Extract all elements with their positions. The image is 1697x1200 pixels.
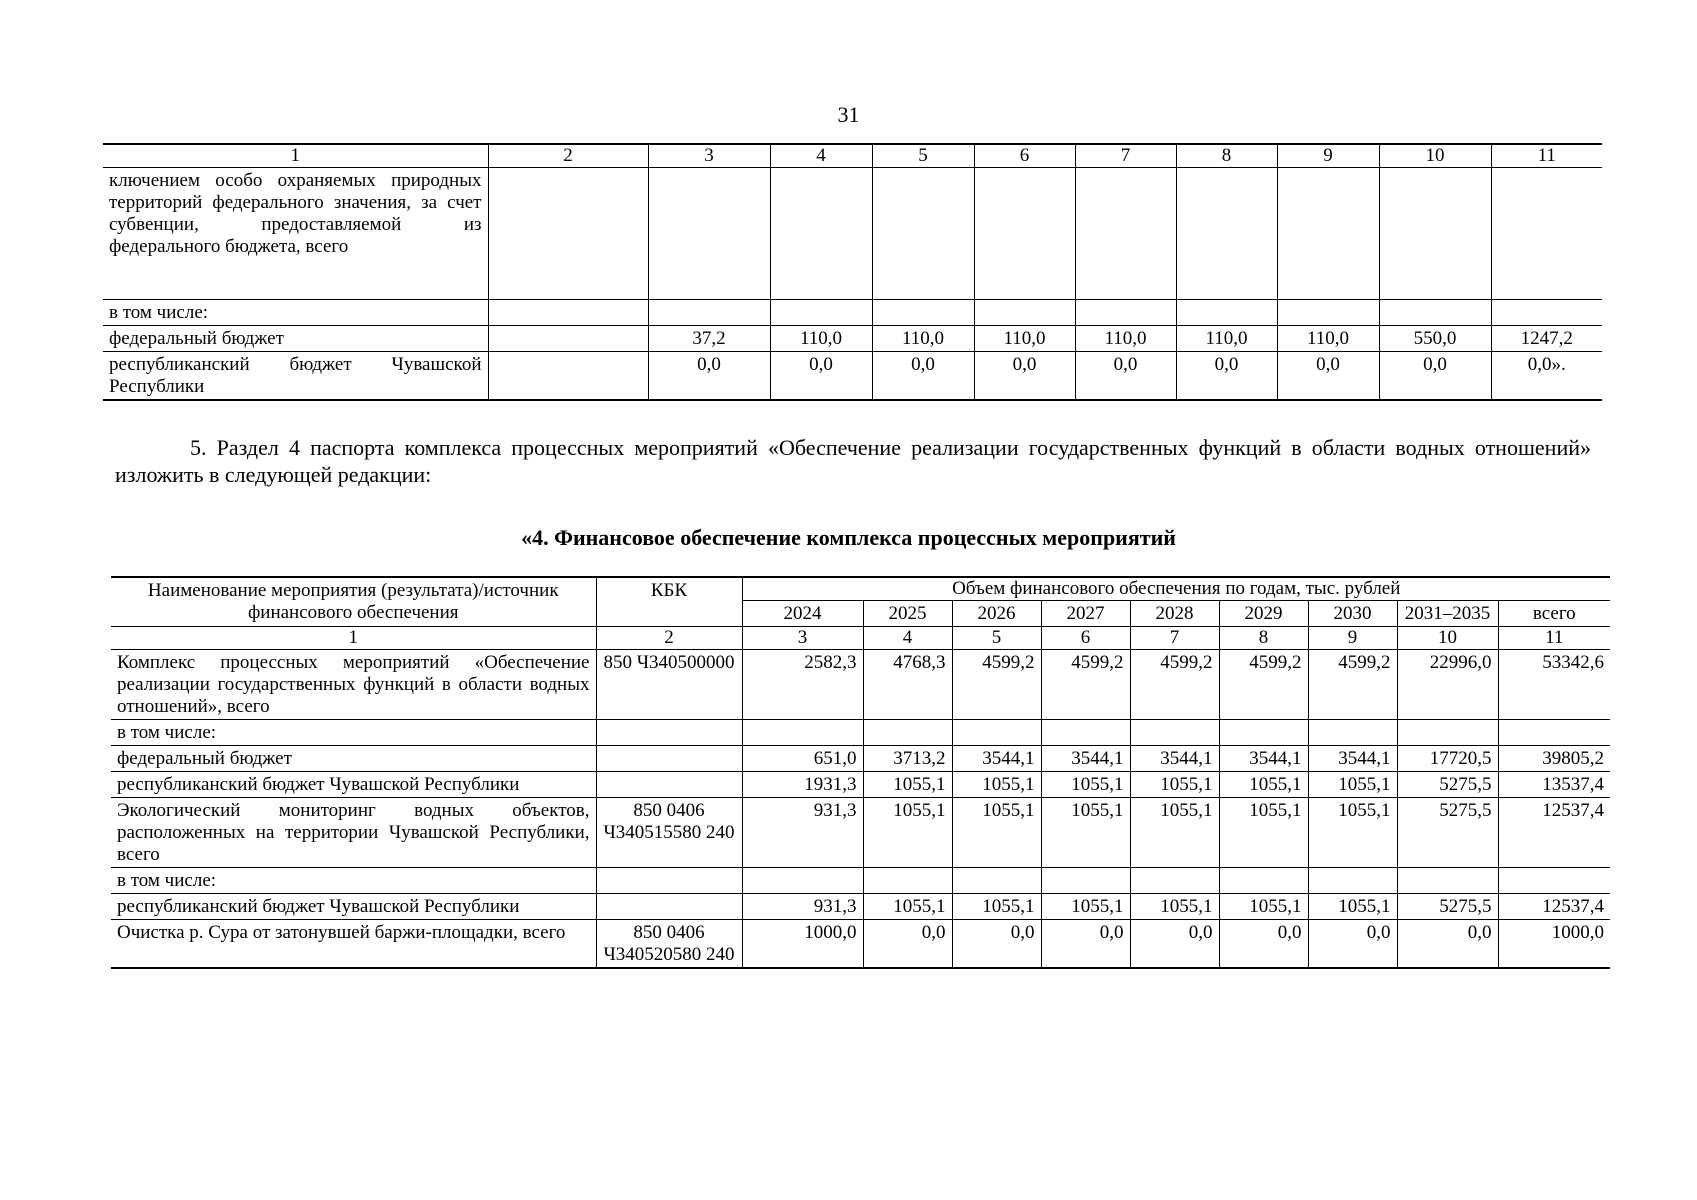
value-cell: 1055,1 — [1041, 798, 1130, 868]
row-name: федеральный бюджет — [103, 326, 488, 352]
value-cell: 1055,1 — [952, 894, 1041, 920]
value-cell: 110,0 — [1075, 326, 1176, 352]
column-number: 8 — [1219, 627, 1308, 650]
value-cell: 1055,1 — [1308, 894, 1397, 920]
column-number: 11 — [1498, 627, 1610, 650]
kbk-cell — [596, 868, 742, 894]
header-name-column: Наименование мероприятия (результата)/источник финансового обеспечения — [111, 577, 596, 627]
value-cell: 2582,3 — [742, 650, 863, 720]
value-cell: 3544,1 — [1130, 746, 1219, 772]
table-cell — [872, 168, 974, 300]
value-cell: 5275,5 — [1397, 798, 1498, 868]
table-cell — [1277, 168, 1379, 300]
row-name: Очистка р. Сура от затонувшей баржи-площадки, всего — [111, 920, 596, 969]
value-cell: 0,0 — [1075, 352, 1176, 401]
column-number: 10 — [1379, 144, 1491, 168]
table-cell — [770, 300, 872, 326]
value-cell: 5275,5 — [1397, 894, 1498, 920]
value-cell: 3544,1 — [1041, 746, 1130, 772]
value-cell: 0,0 — [1379, 352, 1491, 401]
table-cell — [648, 168, 770, 300]
kbk-cell: 850 Ч340500000 — [596, 650, 742, 720]
column-number: 6 — [1041, 627, 1130, 650]
column-number: 7 — [1130, 627, 1219, 650]
value-cell: 0,0 — [952, 920, 1041, 969]
value-cell: 1055,1 — [952, 772, 1041, 798]
financing-table-body — [111, 577, 1610, 968]
value-cell: 1055,1 — [1130, 798, 1219, 868]
header-year: 2030 — [1308, 601, 1397, 627]
table-cell — [1075, 168, 1176, 300]
column-number: 1 — [111, 627, 596, 650]
header-year: 2029 — [1219, 601, 1308, 627]
column-number: 8 — [1176, 144, 1277, 168]
value-cell: 0,0 — [1041, 920, 1130, 969]
column-number: 2 — [596, 627, 742, 650]
row-name: республиканский бюджет Чувашской Республики — [103, 352, 488, 401]
value-cell: 0,0 — [1219, 920, 1308, 969]
column-number-row — [111, 627, 1610, 650]
table-row — [111, 746, 1610, 772]
header-year: 2026 — [952, 601, 1041, 627]
column-number: 10 — [1397, 627, 1498, 650]
value-cell: 4599,2 — [952, 650, 1041, 720]
value-cell: 0,0 — [1176, 352, 1277, 401]
row-name: в том числе: — [111, 868, 596, 894]
value-cell: 1000,0 — [1498, 920, 1610, 969]
table-cell — [1379, 168, 1491, 300]
value-cell: 4599,2 — [1041, 650, 1130, 720]
value-cell: 37,2 — [648, 326, 770, 352]
value-cell — [742, 868, 863, 894]
page-number: 31 — [837, 102, 860, 127]
table-cell — [974, 168, 1075, 300]
table-row — [111, 798, 1610, 868]
column-number: 9 — [1308, 627, 1397, 650]
kbk-cell: 850 0406 Ч340515580 240 — [596, 798, 742, 868]
value-cell — [1130, 720, 1219, 746]
table-row — [103, 352, 1602, 401]
value-cell — [1041, 720, 1130, 746]
value-cell: 0,0 — [863, 920, 952, 969]
value-cell: 1055,1 — [1308, 772, 1397, 798]
header-year: 2024 — [742, 601, 863, 627]
table-cell — [1176, 300, 1277, 326]
section-heading: «4. Финансовое обеспечение комплекса процессных мероприятий — [521, 525, 1176, 550]
continuation-table — [103, 143, 1602, 401]
value-cell: 12537,4 — [1498, 894, 1610, 920]
value-cell — [1041, 868, 1130, 894]
value-cell: 1055,1 — [1219, 798, 1308, 868]
value-cell — [1219, 868, 1308, 894]
value-cell: 13537,4 — [1498, 772, 1610, 798]
row-name: Комплекс процессных мероприятий «Обеспечение реализации государственных функций в области водных отношений», всего — [111, 650, 596, 720]
table-cell — [974, 300, 1075, 326]
value-cell: 39805,2 — [1498, 746, 1610, 772]
table-cell — [648, 300, 770, 326]
header-row — [111, 577, 1610, 601]
value-cell: 110,0 — [1176, 326, 1277, 352]
header-volume-group: Объем финансового обеспечения по годам, тыс. рублей — [742, 577, 1610, 601]
table-cell — [1491, 168, 1602, 300]
value-cell: 931,3 — [742, 894, 863, 920]
value-cell: 550,0 — [1379, 326, 1491, 352]
value-cell — [952, 868, 1041, 894]
value-cell: 4599,2 — [1219, 650, 1308, 720]
column-number: 6 — [974, 144, 1075, 168]
table-cell — [1277, 300, 1379, 326]
value-cell: 1055,1 — [1219, 894, 1308, 920]
value-cell — [1308, 868, 1397, 894]
value-cell — [742, 720, 863, 746]
column-number: 4 — [770, 144, 872, 168]
value-cell: 1247,2 — [1491, 326, 1602, 352]
column-number: 4 — [863, 627, 952, 650]
value-cell: 0,0 — [770, 352, 872, 401]
value-cell: 1000,0 — [742, 920, 863, 969]
table-cell — [1075, 300, 1176, 326]
value-cell: 3544,1 — [1219, 746, 1308, 772]
table-row — [103, 168, 1602, 300]
value-cell: 12537,4 — [1498, 798, 1610, 868]
value-cell: 0,0 — [872, 352, 974, 401]
row-name: в том числе: — [111, 720, 596, 746]
value-cell: 1055,1 — [1219, 772, 1308, 798]
header-year: всего — [1498, 601, 1610, 627]
value-cell: 4768,3 — [863, 650, 952, 720]
financing-table — [111, 576, 1610, 969]
table-cell — [488, 300, 648, 326]
table-cell — [1176, 168, 1277, 300]
row-name: федеральный бюджет — [111, 746, 596, 772]
value-cell — [1397, 720, 1498, 746]
value-cell: 0,0». — [1491, 352, 1602, 401]
value-cell — [863, 868, 952, 894]
table-row — [111, 894, 1610, 920]
column-number-row — [103, 144, 1602, 168]
column-number: 5 — [952, 627, 1041, 650]
value-cell — [1498, 868, 1610, 894]
continuation-table-body — [103, 144, 1602, 400]
value-cell: 3544,1 — [1308, 746, 1397, 772]
value-cell: 53342,6 — [1498, 650, 1610, 720]
header-year: 2027 — [1041, 601, 1130, 627]
value-cell: 0,0 — [1277, 352, 1379, 401]
value-cell: 3713,2 — [863, 746, 952, 772]
value-cell: 22996,0 — [1397, 650, 1498, 720]
value-cell: 0,0 — [974, 352, 1075, 401]
table-row — [111, 650, 1610, 720]
value-cell: 0,0 — [648, 352, 770, 401]
column-number: 3 — [648, 144, 770, 168]
value-cell: 1055,1 — [952, 798, 1041, 868]
value-cell — [1219, 720, 1308, 746]
column-number: 9 — [1277, 144, 1379, 168]
table-row — [103, 300, 1602, 326]
value-cell: 4599,2 — [1130, 650, 1219, 720]
value-cell: 110,0 — [1277, 326, 1379, 352]
header-year: 2025 — [863, 601, 952, 627]
value-cell: 1055,1 — [1308, 798, 1397, 868]
value-cell: 4599,2 — [1308, 650, 1397, 720]
value-cell: 651,0 — [742, 746, 863, 772]
value-cell: 0,0 — [1397, 920, 1498, 969]
kbk-cell — [596, 772, 742, 798]
value-cell: 110,0 — [770, 326, 872, 352]
header-year: 2028 — [1130, 601, 1219, 627]
table-cell — [1379, 300, 1491, 326]
table-cell — [770, 168, 872, 300]
kbk-cell: 850 0406 Ч340520580 240 — [596, 920, 742, 969]
table-row — [111, 868, 1610, 894]
kbk-cell — [596, 894, 742, 920]
kbk-cell — [596, 720, 742, 746]
row-name: в том числе: — [103, 300, 488, 326]
kbk-cell — [596, 746, 742, 772]
value-cell — [1308, 720, 1397, 746]
value-cell: 0,0 — [1130, 920, 1219, 969]
table-row — [111, 920, 1610, 969]
value-cell: 1055,1 — [1130, 894, 1219, 920]
column-number: 11 — [1491, 144, 1602, 168]
value-cell: 1931,3 — [742, 772, 863, 798]
row-name: Экологический мониторинг водных объектов, расположенных на территории Чувашской Республики, всего — [111, 798, 596, 868]
value-cell: 1055,1 — [863, 894, 952, 920]
amendment-paragraph: 5. Раздел 4 паспорта комплекса процессных мероприятий «Обеспечение реализации государственных функций в области водных отношений» изложить в следующей редакции: — [115, 435, 1591, 487]
table-row — [111, 772, 1610, 798]
row-name: ключением особо охраняемых природных территорий федерального значения, за счет субвенции, предоставляемой из федерального бюджета, всего — [103, 168, 488, 300]
value-cell: 110,0 — [974, 326, 1075, 352]
value-cell: 1055,1 — [1041, 894, 1130, 920]
table-row — [111, 720, 1610, 746]
value-cell: 0,0 — [1308, 920, 1397, 969]
value-cell: 1055,1 — [1041, 772, 1130, 798]
value-cell: 17720,5 — [1397, 746, 1498, 772]
column-number: 1 — [103, 144, 488, 168]
value-cell: 1055,1 — [863, 798, 952, 868]
header-year: 2031–2035 — [1397, 601, 1498, 627]
value-cell — [1498, 720, 1610, 746]
value-cell — [952, 720, 1041, 746]
value-cell — [1397, 868, 1498, 894]
value-cell — [1130, 868, 1219, 894]
row-name: республиканский бюджет Чувашской Республики — [111, 772, 596, 798]
row-name: республиканский бюджет Чувашской Республики — [111, 894, 596, 920]
value-cell: 3544,1 — [952, 746, 1041, 772]
table-cell — [1491, 300, 1602, 326]
column-number: 5 — [872, 144, 974, 168]
value-cell: 110,0 — [872, 326, 974, 352]
table-row — [103, 326, 1602, 352]
value-cell: 1055,1 — [863, 772, 952, 798]
value-cell: 5275,5 — [1397, 772, 1498, 798]
value-cell: 1055,1 — [1130, 772, 1219, 798]
value-cell — [863, 720, 952, 746]
table-cell — [872, 300, 974, 326]
header-kbk-column: КБК — [596, 577, 742, 627]
kbk-cell — [488, 352, 648, 401]
column-number: 7 — [1075, 144, 1176, 168]
kbk-cell — [488, 326, 648, 352]
value-cell: 931,3 — [742, 798, 863, 868]
table-cell — [488, 168, 648, 300]
column-number: 2 — [488, 144, 648, 168]
column-number: 3 — [742, 627, 863, 650]
